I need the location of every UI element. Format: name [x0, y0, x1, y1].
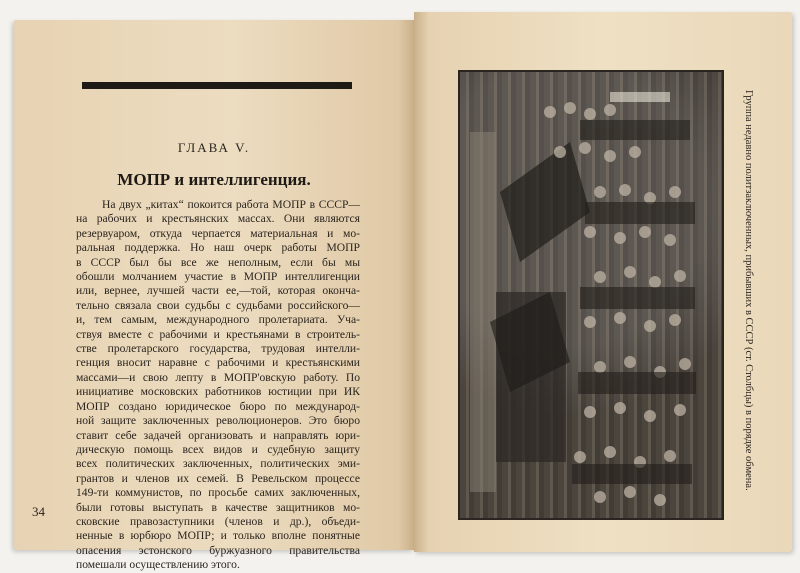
open-book: [14, 12, 794, 572]
text-line: были готовы выступать в качестве защитников мо-: [76, 500, 360, 514]
text-line: обошли молчанием участие в МОПР интеллигенции: [76, 270, 360, 284]
body-text: [76, 198, 360, 573]
text-line: 149-ти коммунистов, по просьбе самих заключенных,: [76, 486, 360, 500]
text-line: опасения эстонского буржуазного правительства: [76, 543, 360, 557]
text-line: грантов и членов их семей. В Ревельском процессе: [76, 471, 360, 485]
text-line: массами—и свою лепту в МОПР'овскую работу. По: [76, 370, 360, 384]
text-line: ной защите заключенных революционеров. Это бюро: [76, 414, 360, 428]
text-line: резервуаром, откуда черпается материальная и мо-: [76, 226, 360, 240]
decorative-rule: [82, 82, 352, 89]
text-line: всех политических заключенных, политических эми-: [76, 457, 360, 471]
text-line: генция вносит наравне с рабочими и крестьянскими: [76, 356, 360, 370]
chapter-heading: МОПР и интеллигенция.: [117, 170, 311, 189]
text-line: ствуя вместе с рабочими и крестьянами в строитель-: [76, 327, 360, 341]
group-photograph: [458, 70, 724, 520]
text-line: помешали осуществлению этого.: [76, 558, 240, 572]
text-line: стве пролетарского государства, трудовая интелли-: [76, 342, 360, 356]
text-line: На двух „китах“ покоится работа МОПР в СССР—: [102, 198, 360, 211]
text-line: тельно связала свои судьбы с судьбами российского—: [76, 298, 360, 312]
text-line: МОПР создано юридическое бюро по международ-: [76, 399, 360, 413]
chapter-title: ГЛАВА V.: [177, 140, 251, 155]
photo-illustration: [460, 72, 722, 518]
text-line: и, тем самым, международного пролетариата. Уча-: [76, 313, 360, 327]
text-line: на рабочих и крестьянских массах. Они являются: [76, 212, 360, 226]
text-line: сковские правозаступники (членов и др.), объеди-: [76, 514, 360, 528]
photo-caption: Группа недавно политзаключенных, прибывших в СССР (ст. Столбцы) в порядке обмена.: [743, 90, 754, 491]
text-line: инициативе московских работников юстиции при ИК: [76, 385, 360, 399]
text-line: в СССР был бы все же неполным, если бы мы: [76, 255, 360, 269]
right-page: [414, 12, 792, 552]
text-line: или, вернее, лучшей части ее,—той, которая оконча-: [76, 284, 360, 298]
text-line: ненные в юрбюро МОПР; и только вполне понятные: [76, 529, 360, 543]
text-line: ральная поддержка. Но наш очерк работы МОПР: [76, 241, 360, 255]
text-line: дическую помощь всех видов и судебную защиту: [76, 442, 360, 456]
text-line: ставит себе задачей организовать и направлять юри-: [76, 428, 360, 442]
page-number: 34: [32, 504, 45, 519]
left-page: [14, 20, 414, 572]
